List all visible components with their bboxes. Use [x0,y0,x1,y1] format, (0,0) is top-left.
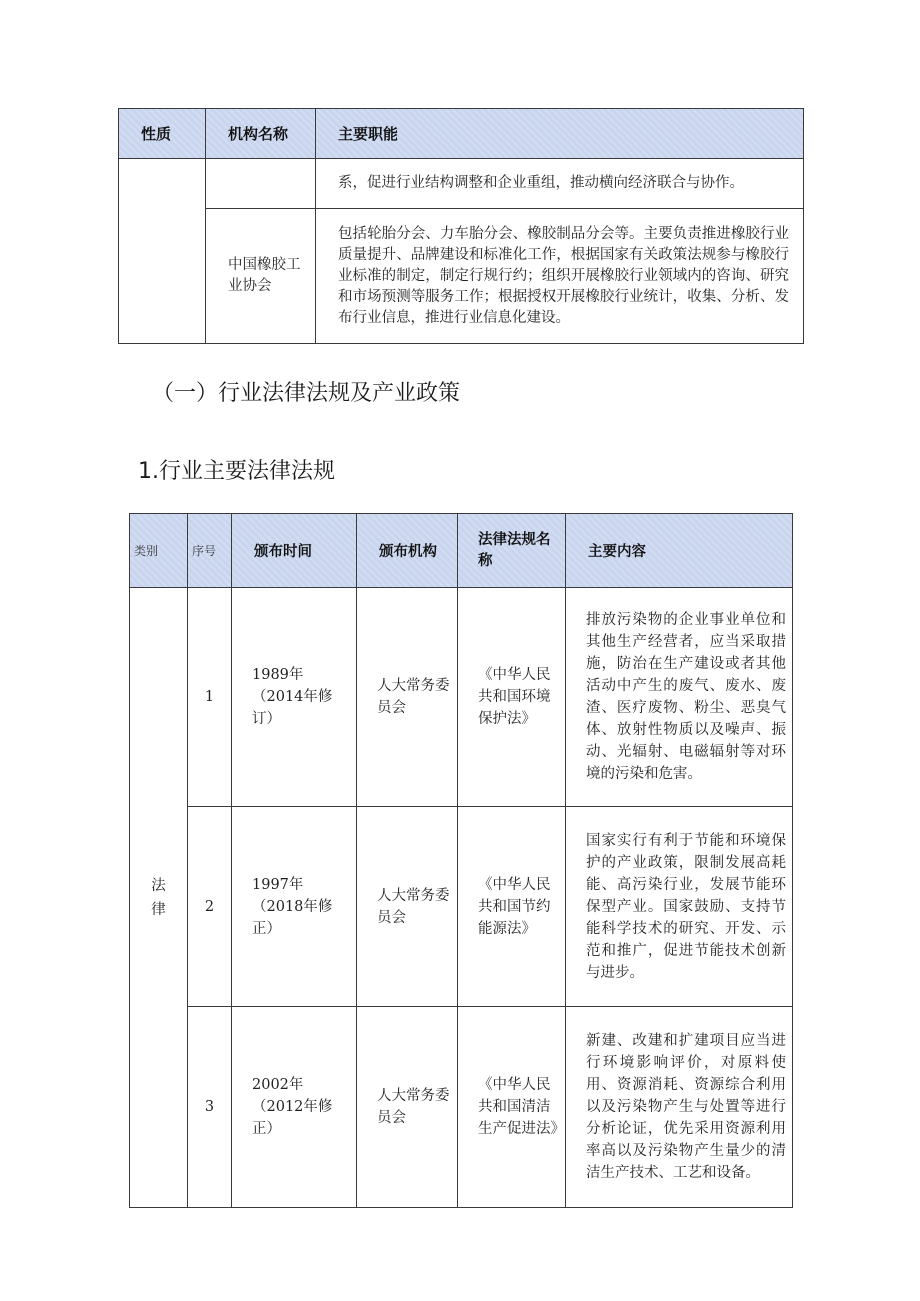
law-agency-cell: 人大常务委员会 [357,1007,458,1208]
law-date-cell: 1989年（2014年修订） [232,588,357,807]
header-law-name: 法律法规名称 [458,514,566,588]
law-content-cell: 新建、改建和扩建项目应当进行环境影响评价，对原料使用、资源消耗、资源综合利用以及污染物产生与处置等进行分析论证，优先采用资源利用率高以及污染物产生量少的清洁生产技术、工艺和设备。 [566,1007,793,1208]
law-name-cell: 《中华人民共和国环境保护法》 [458,588,566,807]
law-date-cell: 2002年（2012年修正） [232,1007,357,1208]
table-row [119,209,804,344]
header-org-name: 机构名称 [206,109,316,159]
org-table-header-row [119,109,804,159]
org-table [118,108,804,344]
law-category-cell [130,588,188,1208]
org-name-cell: 中国橡胶工业协会 [206,209,316,344]
law-name-cell: 《中华人民共和国节约能源法》 [458,807,566,1007]
org-name-cell [206,159,316,209]
law-category-text: 法律 [151,877,166,918]
law-seq-cell: 1 [188,588,232,807]
header-agency: 颁布机构 [357,514,458,588]
org-function-cell: 系，促进行业结构调整和企业重组，推动横向经济联合与协作。 [316,159,804,209]
law-agency-cell: 人大常务委员会 [357,588,458,807]
table-row [130,807,793,1007]
law-date-cell: 1997年（2018年修正） [232,807,357,1007]
law-seq-cell: 3 [188,1007,232,1208]
header-category: 类别 [130,514,188,588]
header-nature: 性质 [119,109,206,159]
section-heading: （一）行业法律法规及产业政策 [152,381,461,406]
header-function: 主要职能 [316,109,804,159]
org-nature-cell [119,159,206,344]
law-table [129,513,793,1208]
table-row [130,588,793,807]
org-function-cell: 包括轮胎分会、力车胎分会、橡胶制品分会等。主要负责推进橡胶行业质量提升、品牌建设和标准化工作，根据国家有关政策法规参与橡胶行业标准的制定，制定行规行约；组织开展橡胶行业领域内的咨询、研究和市场预测等服务工作；根据授权开展橡胶行业统计，收集、分析、发布行业信息，推进行业信息化建设。 [316,209,804,344]
law-name-cell: 《中华人民共和国清洁生产促进法》 [458,1007,566,1208]
law-content-cell: 国家实行有利于节能和环境保护的产业政策，限制发展高耗能、高污染行业，发展节能环保型产业。国家鼓励、支持节能科学技术的研究、开发、示范和推广，促进节能技术创新与进步。 [566,807,793,1007]
subsection-heading: 1.行业主要法律法规 [138,459,335,484]
law-content-cell: 排放污染物的企业事业单位和其他生产经营者，应当采取措施，防治在生产建设或者其他活动中产生的废气、废水、废渣、医疗废物、粉尘、恶臭气体、放射性物质以及噪声、振动、光辐射、电磁辐射等对环境的污染和危害。 [566,588,793,807]
law-agency-cell: 人大常务委员会 [357,807,458,1007]
law-table-header-row [130,514,793,588]
header-seq: 序号 [188,514,232,588]
table-row [130,1007,793,1208]
header-content: 主要内容 [566,514,793,588]
law-seq-cell: 2 [188,807,232,1007]
header-date: 颁布时间 [232,514,357,588]
table-row [119,159,804,209]
